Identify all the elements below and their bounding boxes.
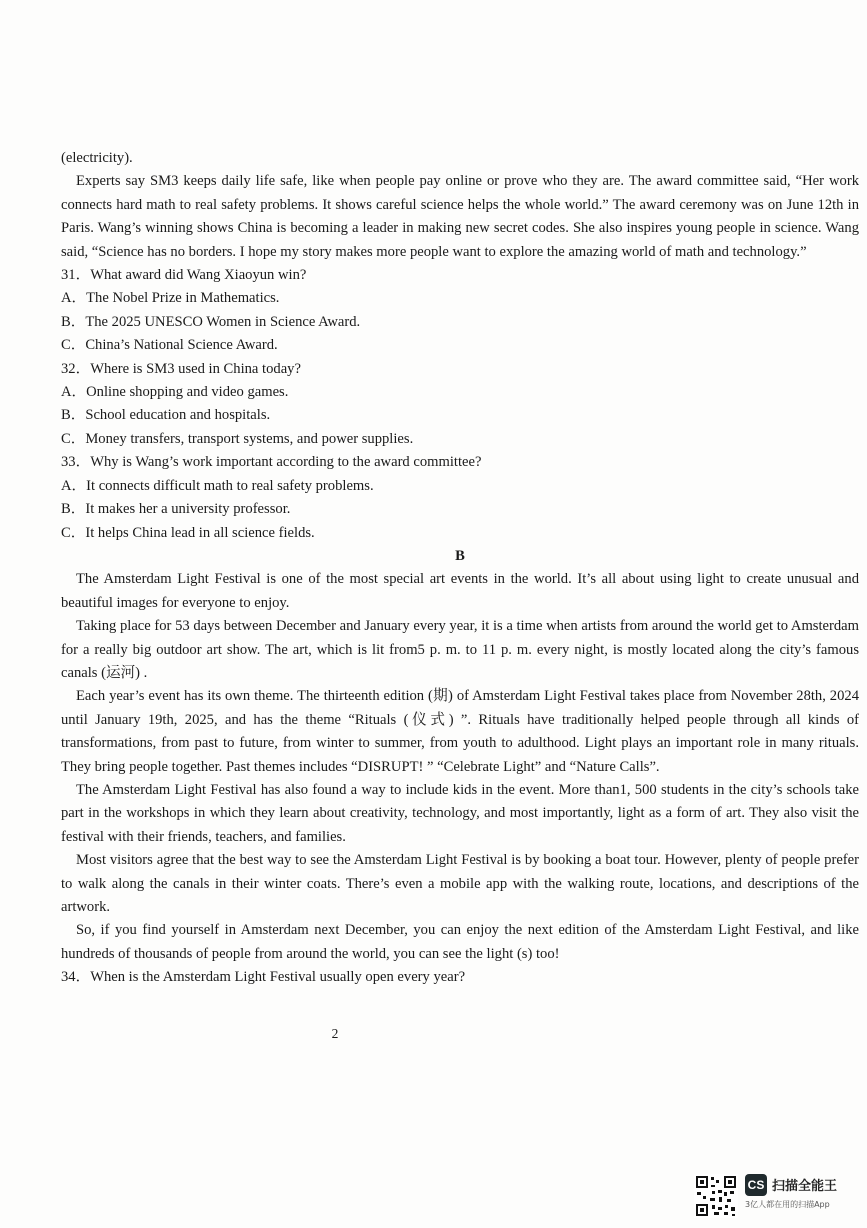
question-33: [61, 451, 859, 545]
question-stem: 32．Where is SM3 used in China today?: [61, 360, 301, 377]
question-stem: 33．Why is Wang’s work important according to the award committee?: [61, 454, 482, 471]
passage-a-paragraph: Experts say SM3 keeps daily life safe, like when people pay online or prove who they are. The award committee said, “Her work connects hard math to real safety problems. It shows careful science helps the whole world.” The award ceremony was on June 12th in Paris. Wang’s winning shows China is becoming a leader in making new secret codes. She also inspires young people in science. Wang said, “Science has no borders. I hope my story makes more people want to explore the amazing world of math and technology.”: [61, 173, 859, 260]
question-34-stem: 34．When is the Amsterdam Light Festival usually open every year?: [61, 969, 466, 986]
question-stem: 31．What award did Wang Xiaoyun win?: [61, 267, 307, 284]
passage-b-paragraph-4: The Amsterdam Light Festival has also found a way to include kids in the event. More than1, 500 students in the city’s schools take part in the workshops in which they learn about creativity, technology, and most importantly, light as a form of art. They also visit the festival with their friends, teachers, and families.: [61, 781, 859, 845]
passage-b-paragraph-3: Each year’s event has its own theme. The thirteenth edition (期) of Amsterdam Light Festival takes place from November 28th, 2024 until January 19th, 2025, and has the theme “Rituals (仪式) ”. Rituals have traditionally helped people through all kinds of transformations, from past to future, from winter to summer, from youth to adulthood. Light plays an important role in many rituals. They bring people together. Past themes includes “DISRUPT! ” “Celebrate Light” and “Nature Calls”.: [61, 688, 859, 775]
camscanner-logo-icon: CS: [745, 1174, 767, 1196]
passage-b-paragraph-1: The Amsterdam Light Festival is one of the most special art events in the world. It’s all about using light to create unusual and beautiful images for everyone to enjoy.: [61, 571, 859, 611]
option-c: C．It helps China lead in all science fields.: [61, 524, 315, 541]
scanner-tagline: 3亿人都在用的扫描App: [745, 1200, 830, 1209]
scanner-app-name: 扫描全能王: [772, 1179, 838, 1194]
question-32: [61, 358, 859, 452]
option-a: A．It connects difficult math to real safety problems.: [61, 477, 374, 494]
intro-fragment: (electricity).: [61, 150, 133, 166]
option-c: C．China’s National Science Award.: [61, 337, 278, 354]
scanner-watermark: [694, 1178, 862, 1222]
option-a: A．Online shopping and video games.: [61, 384, 289, 401]
page-number: 2: [331, 1026, 339, 1041]
section-b-heading: B: [455, 547, 465, 564]
option-b: B．School education and hospitals.: [61, 407, 271, 424]
option-c: C．Money transfers, transport systems, and power supplies.: [61, 430, 414, 447]
option-a: A．The Nobel Prize in Mathematics.: [61, 290, 280, 307]
passage-b-paragraph-6: So, if you find yourself in Amsterdam next December, you can enjoy the next edition of the Amsterdam Light Festival, and like hundreds of thousands of people from around the world, you can see the light (s) too!: [61, 922, 859, 962]
option-b: B．The 2025 UNESCO Women in Science Award.: [61, 313, 361, 330]
page-content: [61, 147, 859, 990]
passage-b-paragraph-2: Taking place for 53 days between December and January every year, it is a time when artists from around the world get to Amsterdam for a really big outdoor art show. The art, which is lit from5 p. m. to 11 p. m. every night, is mostly located along the city’s famous canals (运河) .: [61, 618, 859, 681]
question-31: [61, 264, 859, 358]
option-b: B．It makes her a university professor.: [61, 501, 291, 518]
passage-b-paragraph-5: Most visitors agree that the best way to see the Amsterdam Light Festival is by booking a boat tour. However, plenty of people prefer to walk along the canals in their winter coats. There’s even a mobile app with the walking route, locations, and descriptions of the artwork.: [61, 852, 859, 915]
qr-code-icon: [694, 1174, 738, 1218]
